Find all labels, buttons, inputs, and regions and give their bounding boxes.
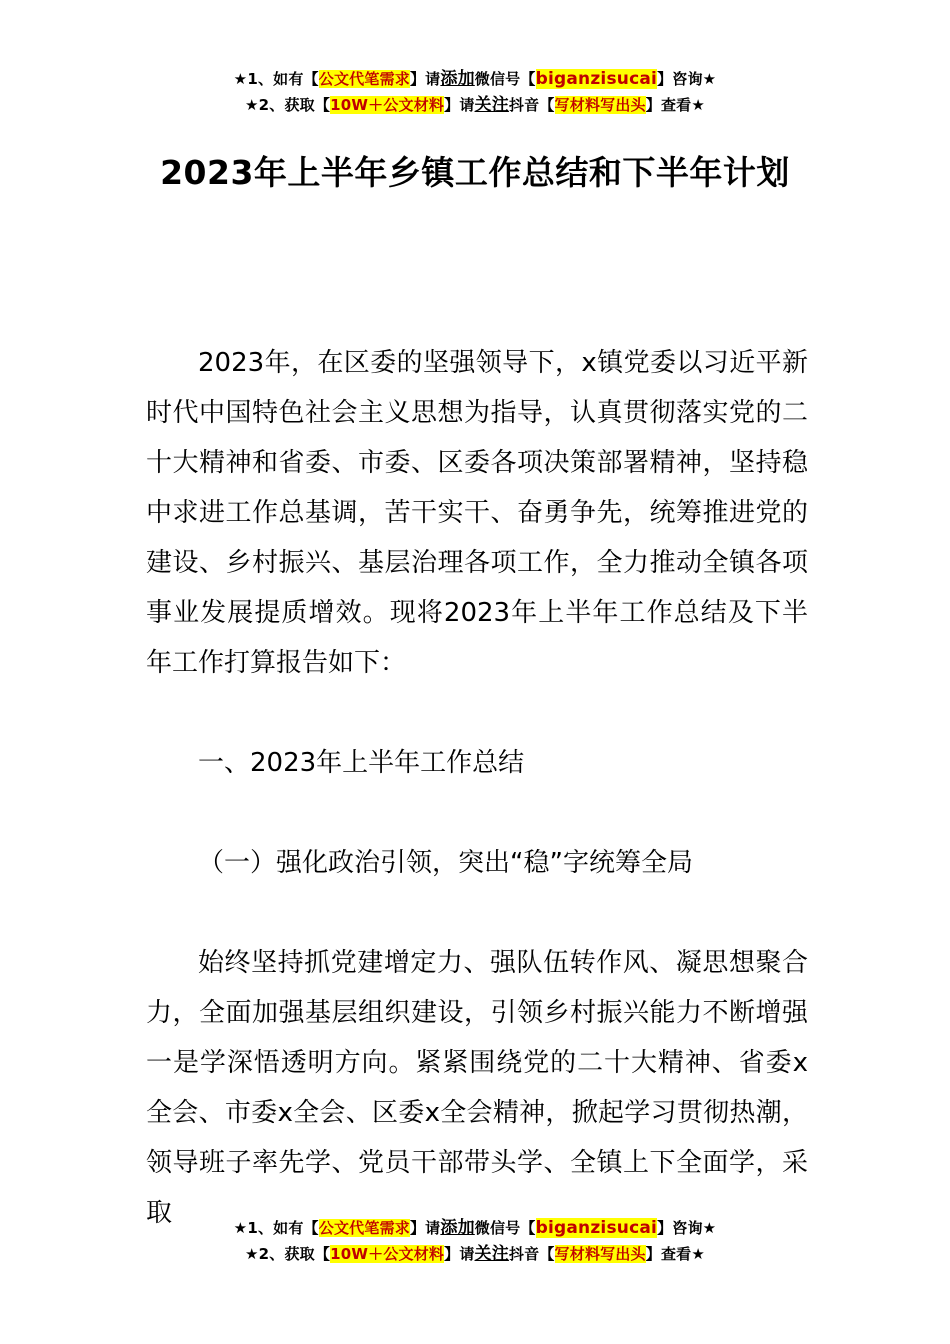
banner-highlight: 10W＋公文材料 [330,1245,445,1263]
banner-underline: 关注 [474,1244,509,1264]
banner-highlight: 写材料写出头 [554,1245,646,1263]
banner-text: ★1、如有【 [233,1219,319,1237]
banner-underline: 添加 [440,69,475,89]
banner-text: 】请 [409,1219,441,1237]
banner-text: ★2、获取【 [245,96,331,114]
banner-text: 】查看★ [645,96,705,114]
subsection-heading: （一）强化政治引领，突出“稳”字统筹全局 [198,848,693,878]
banner-text: 】查看★ [645,1245,705,1263]
banner-text: ★2、获取【 [245,1245,331,1263]
banner-text: 】请 [444,1245,475,1263]
banner-text: 微信号【 [474,70,536,88]
banner-underline: 关注 [474,95,509,115]
banner-highlight: 公文代笔需求 [318,70,410,88]
document-body [146,338,808,1238]
banner-line-1 [0,1215,950,1241]
banner-highlight: 公文代笔需求 [318,1219,410,1237]
banner-highlight: biganzisucai [535,1218,658,1238]
banner-line-2 [0,1241,950,1267]
document-title: 2023年上半年乡镇工作总结和下半年计划 [160,153,790,192]
banner-line-2 [0,92,950,118]
paragraph: 始终坚持抓党建增定力、强队伍转作风、凝思想聚合力，全面加强基层组织建设，引领乡村振兴能力不断增强一是学深悟透明方向。紧紧围绕党的二十大精神、省委x全会、市委x全会、区委x全会精神，掀起学习贯彻热潮，领导班子率先学、党员干部带头学、全镇上下全面学，采取 [146,948,808,1228]
banner-line-1 [0,66,950,92]
banner-highlight: 写材料写出头 [554,96,646,114]
banner-text: 】请 [444,96,475,114]
banner-text: 抖音【 [508,96,555,114]
banner-text: 】咨询★ [657,1219,717,1237]
banner-text: 抖音【 [508,1245,555,1263]
banner-highlight: biganzisucai [535,69,658,89]
section-heading: 一、2023年上半年工作总结 [198,748,525,778]
banner-text: 】请 [409,70,441,88]
footer-banner [0,1215,950,1267]
paragraph: 2023年，在区委的坚强领导下，x镇党委以习近平新时代中国特色社会主义思想为指导，认真贯彻落实党的二十大精神和省委、市委、区委各项决策部署精神，坚持稳中求进工作总基调，苦干实干、奋勇争先，统筹推进党的建设、乡村振兴、基层治理各项工作，全力推动全镇各项事业发展提质增效。现将2023年上半年工作总结及下半年工作打算报告如下： [146,348,808,678]
banner-underline: 添加 [440,1218,475,1238]
banner-text: 】咨询★ [657,70,717,88]
header-banner [0,66,950,118]
banner-highlight: 10W＋公文材料 [330,96,445,114]
banner-text: 微信号【 [474,1219,536,1237]
banner-text: ★1、如有【 [233,70,319,88]
